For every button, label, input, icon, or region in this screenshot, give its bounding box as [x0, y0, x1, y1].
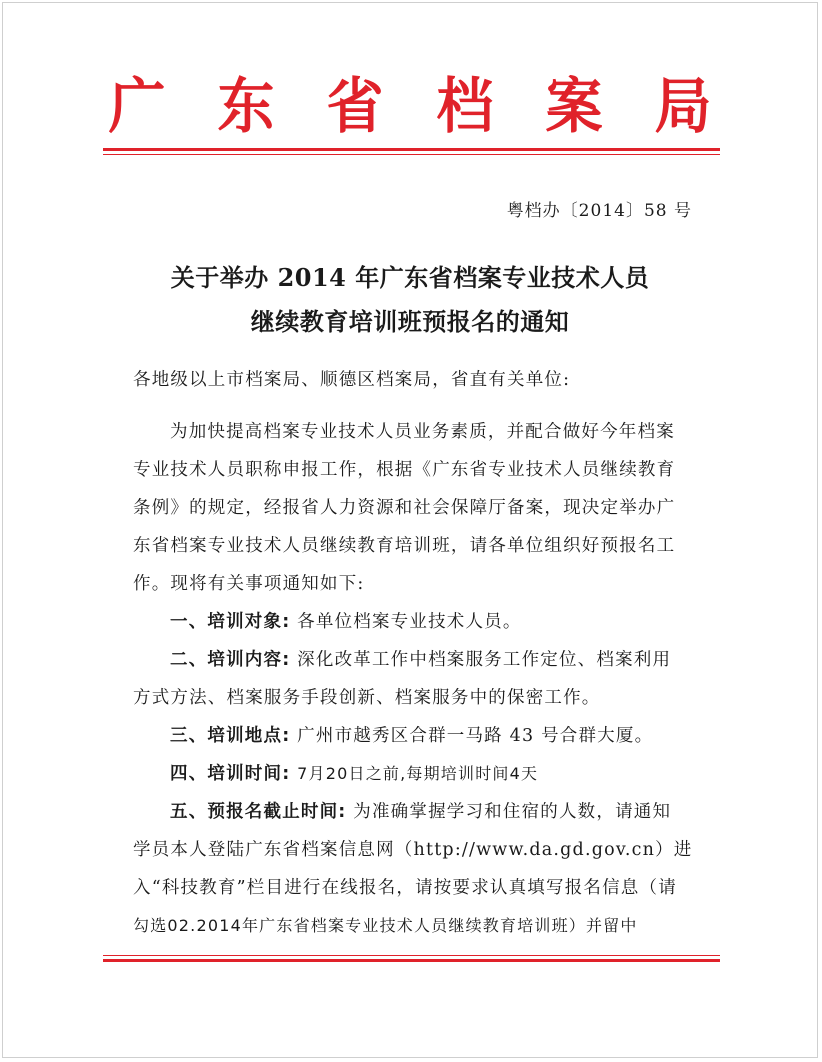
masthead-char: 东 — [217, 72, 275, 142]
item-label: 三、培训地点: — [170, 726, 291, 746]
intro-line: 专业技术人员职称申报工作，根据《广东省专业技术人员继续教育 — [133, 460, 676, 480]
item-training-time — [133, 755, 721, 793]
item-text: 7月20日之前,每期培训时间4天 — [297, 764, 539, 783]
item-continuation: 方式方法、档案服务手段创新、档案服务中的保密工作。 — [133, 688, 601, 708]
intro-line: 作。现将有关事项通知如下: — [133, 574, 365, 594]
document-title-line-1: 关于举办 2014 年广东省档案专业技术人员 — [170, 263, 650, 292]
document-body — [133, 361, 721, 945]
masthead — [100, 62, 720, 142]
masthead-char: 案 — [545, 72, 603, 142]
masthead-char: 档 — [436, 72, 494, 142]
item-registration-deadline — [133, 793, 721, 831]
intro-line: 东省档案专业技术人员继续教育培训班，请各单位组织好预报名工 — [133, 536, 676, 556]
intro-line: 条例》的规定，经报省人力资源和社会保障厅备案，现决定举办广 — [133, 498, 676, 518]
item-training-target — [133, 603, 721, 641]
item-label: 二、培训内容: — [170, 650, 291, 670]
item-label: 五、预报名截止时间: — [170, 802, 347, 822]
masthead-divider — [103, 148, 720, 155]
item-text: 各单位档案专业技术人员。 — [297, 612, 522, 632]
document-number: 粤档办〔2014〕58 号 — [506, 201, 692, 221]
masthead-char: 局 — [654, 72, 712, 142]
masthead-char: 广 — [108, 72, 166, 142]
item-continuation: 入“科技教育”栏目进行在线报名，请按要求认真填写报名信息（请 — [133, 878, 677, 898]
item-training-location — [133, 717, 721, 755]
document-title-line-2: 继续教育培训班预报名的通知 — [250, 307, 570, 336]
item-training-content — [133, 641, 721, 679]
masthead-char: 省 — [326, 72, 384, 142]
item-text: 广州市越秀区合群一马路 43 号合群大厦。 — [297, 726, 654, 746]
item-label: 一、培训对象: — [170, 612, 291, 632]
item-text: 为准确掌握学习和住宿的人数，请通知 — [353, 802, 672, 822]
salutation: 各地级以上市档案局、顺德区档案局，省直有关单位: — [133, 370, 571, 390]
item-text: 深化改革工作中档案服务工作定位、档案利用 — [297, 650, 672, 670]
item-label: 四、培训时间: — [170, 764, 291, 784]
item-continuation: 学员本人登陆广东省档案信息网（http://www.da.gd.gov.cn）进 — [133, 840, 693, 860]
item-continuation: 勾选02.2014年广东省档案专业技术人员继续教育培训班）并留中 — [133, 916, 638, 935]
intro-line: 为加快提高档案专业技术人员业务素质，并配合做好今年档案 — [170, 422, 675, 442]
footer-divider — [103, 955, 720, 962]
